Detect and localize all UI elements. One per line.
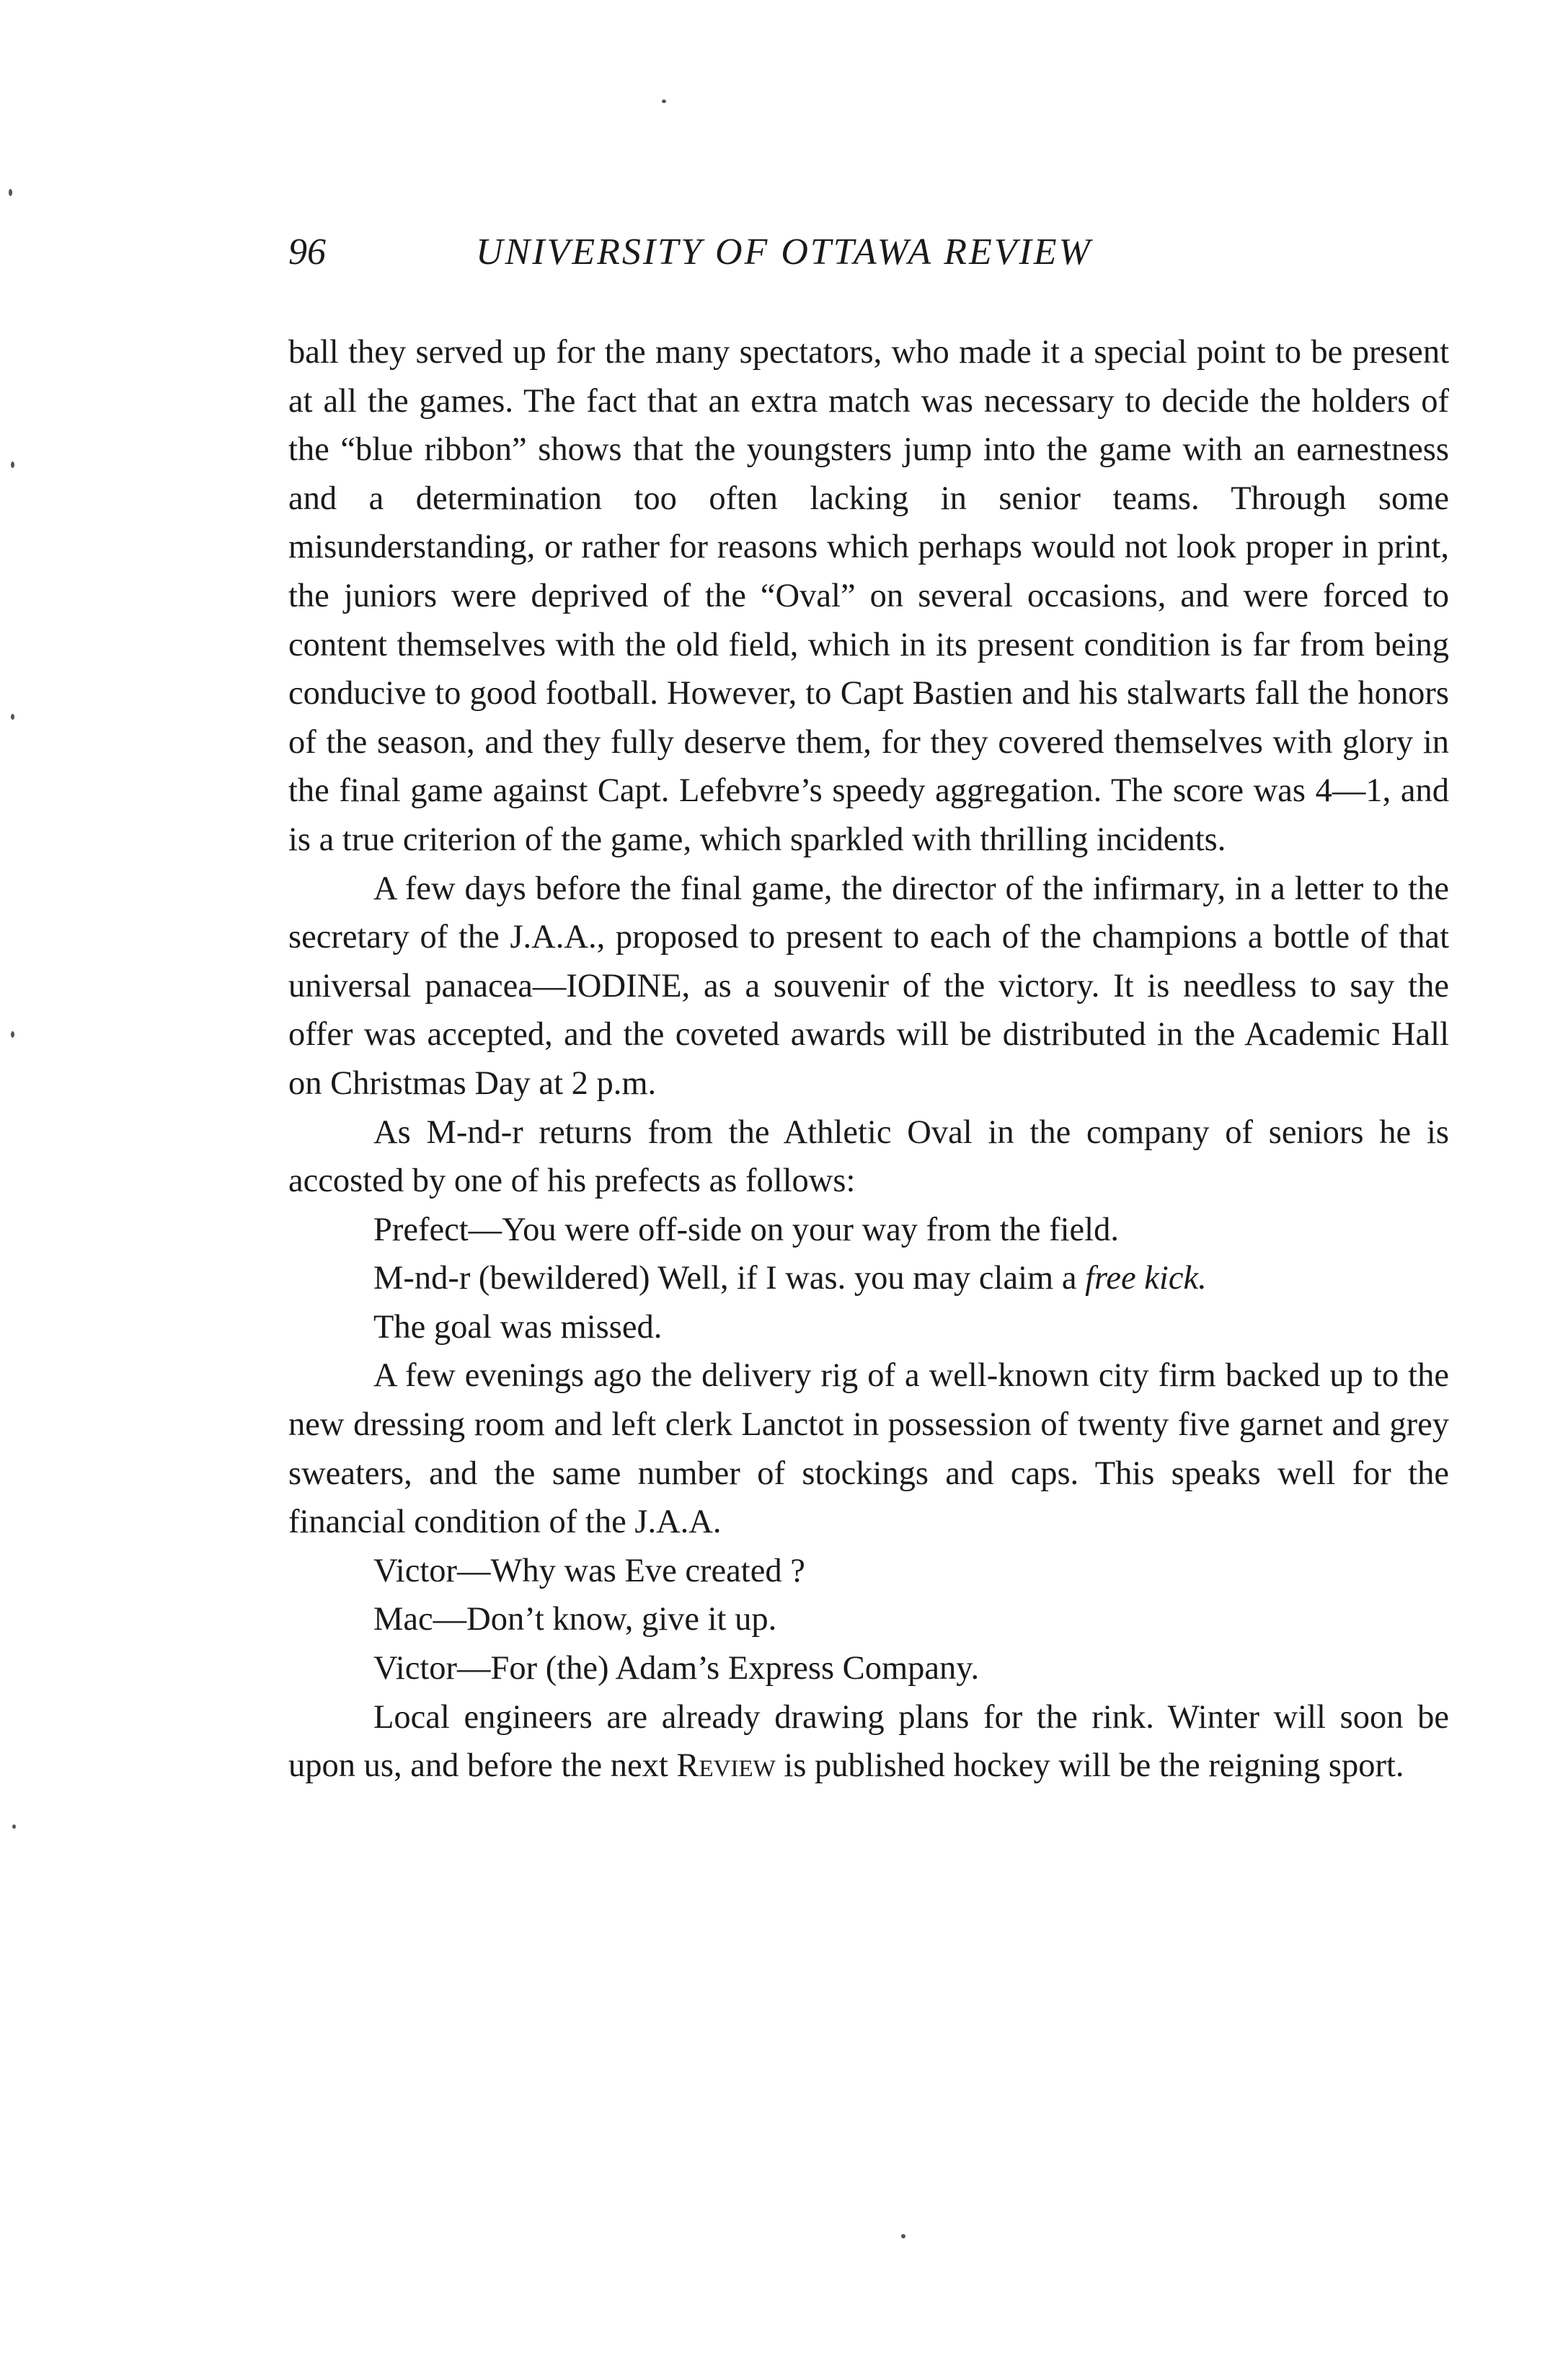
paragraph-athletic-oval: As M-nd-r returns from the Athletic Oval in the company of seniors he is accosted by one of his prefects as follows: [288,1113,1449,1200]
scan-speck [9,189,12,196]
rink-text-after: is published hockey will be the reigning sport. [784,1747,1404,1785]
rink-text-before: Local engineers are already drawing plans for the rink. Winter will soon be upon us, and before the next [288,1698,1449,1785]
paragraph-iodine: A few days before the final game, the director of the infirmary, in a letter to the secretary of the J.A.A., proposed to present to each of the champions a bottle of that universal panacea—IODINE, as a souvenir of the victory. It is needless to say the offer was accepted, and the coveted awards will be distributed in the Academic Hall on Christmas Day at 2 p.m. [288,870,1449,1102]
scan-speck [901,2234,905,2238]
paragraph-prefect: Prefect—You were off-side on your way from the field. [373,1211,1119,1248]
review-small-caps: Review [676,1747,776,1785]
scan-speck [11,462,14,468]
paragraph-mndr [288,1254,1449,1303]
page-header [288,220,1442,285]
scan-speck [12,1824,16,1829]
running-title: UNIVERSITY OF OTTAWA REVIEW [476,231,1092,273]
paragraph-goal: The goal was missed. [373,1308,663,1346]
paragraph-rink [288,1693,1449,1791]
page-number: 96 [288,231,326,273]
paragraph-delivery: A few evenings ago the delivery rig of a well-known city firm backed up to the new dressing room and left clerk Lanctot in possession of twenty five garnet and grey sweaters, and the same number of stockings and caps. This speaks well for the financial condition of the J.A.A. [288,1357,1449,1541]
paragraph-victor-answer: Victor—For (the) Adam’s Express Company. [373,1650,980,1687]
article-body [288,328,1449,1791]
scan-speck [662,100,666,103]
mndr-text: M-nd-r (bewildered) Well, if I was. you may claim a [373,1260,1077,1297]
free-kick-emphasis: free kick. [1085,1260,1207,1297]
paragraph-continuation: ball they served up for the many spectators, who made it a special point to be present at all the games. The fact that an extra match was necessary to decide the holders of the “blue ribbon” shows that the youngsters jump into the game with an earnestness and a determination too often lacking in senior teams. Through some misunderstanding, or rather for reasons which perhaps would not look proper in print, the juniors were deprived of the “Oval” on several occasions, and were forced to content themselves with the old field, which in its present condition is far from being conducive to good football. However, to Capt Bastien and his stalwarts fall the honors of the season, and they fully deserve them, for they covered themselves with glory in the final game against Capt. Lefebvre’s speedy aggregation. The score was 4—1, and is a true criterion of the game, which sparkled with thrilling incidents. [288,334,1449,858]
paragraph-victor-question: Victor—Why was Eve created ? [373,1552,805,1589]
paragraph-mac-answer: Mac—Don’t know, give it up. [373,1601,777,1638]
scan-speck [11,714,14,720]
scan-speck [11,1031,14,1038]
